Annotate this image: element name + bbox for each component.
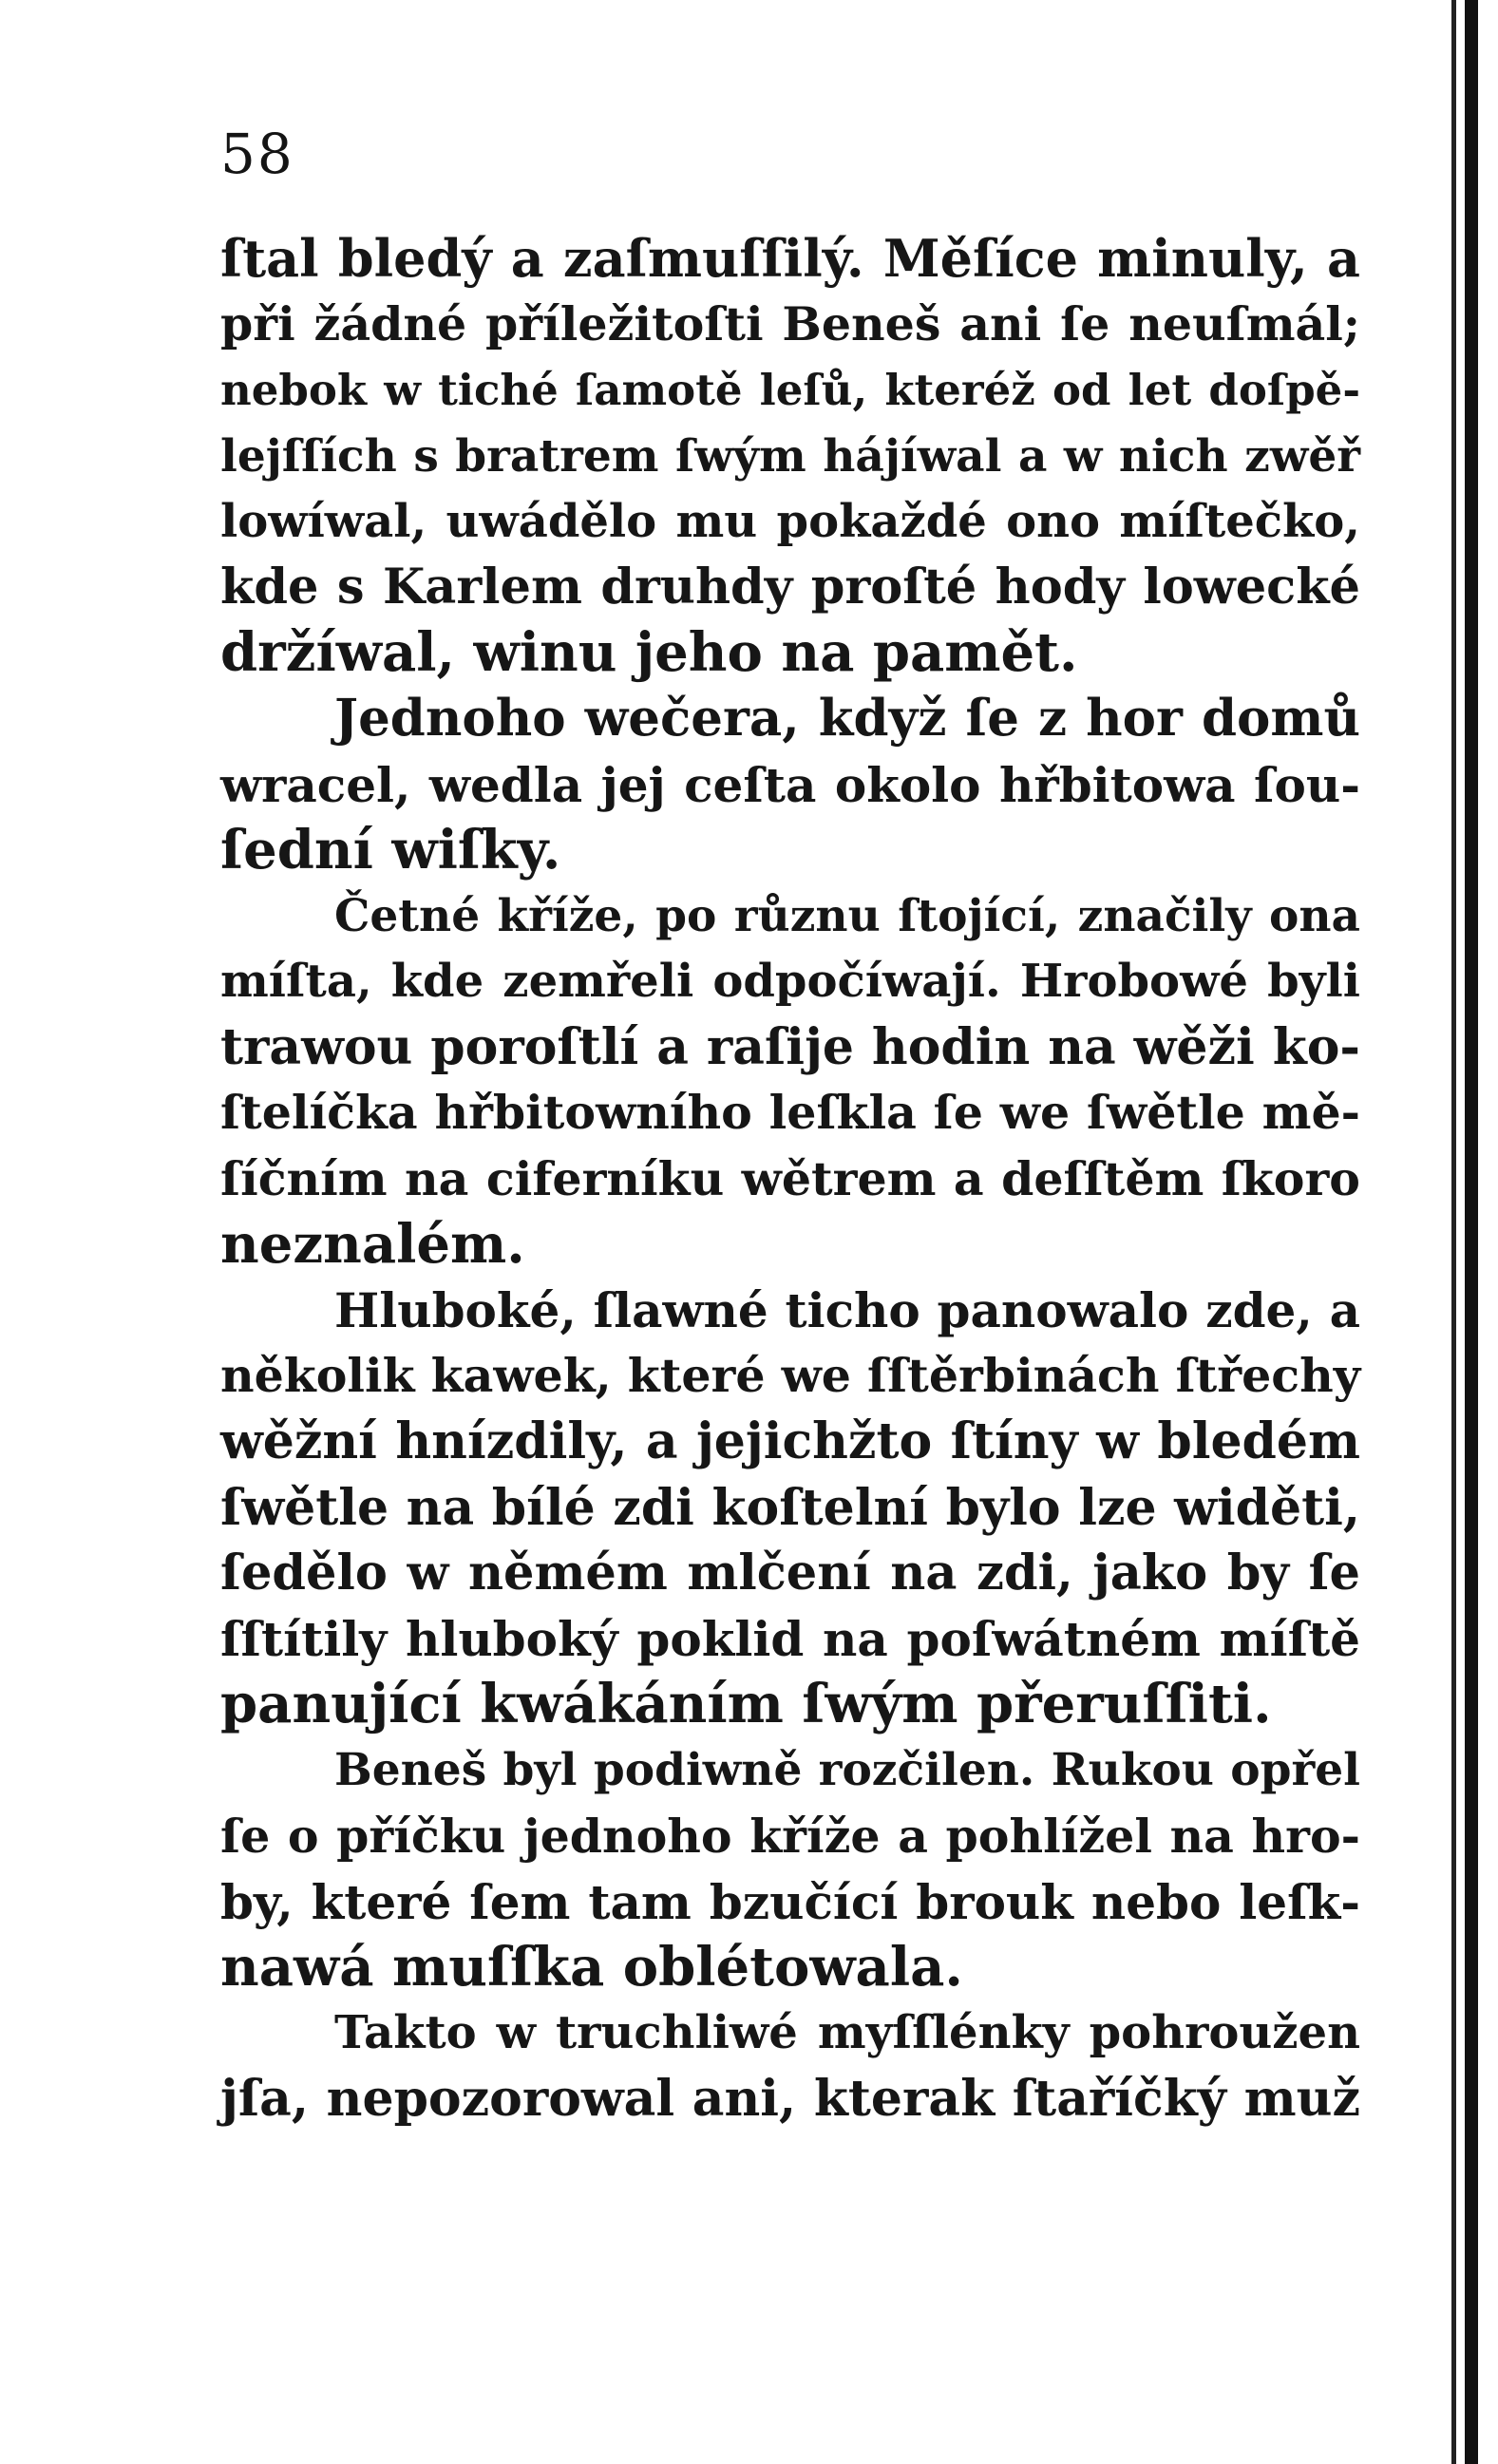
text-line: panující kwákáním ſwým přeruſſiti.	[220, 1673, 1272, 1736]
text-line: při žádné příležitoſti Beneš ani ſe neuſmál;	[220, 296, 1360, 352]
text-line: wracel, wedla jej ceſta okolo hřbitowa ſou‐	[220, 756, 1360, 813]
text-line: míſta, kde zemřeli odpočíwají. Hrobowé byli	[220, 955, 1360, 1009]
text-line: nebok w tiché ſamotě leſů, kteréž od let doſpě‐	[220, 365, 1360, 416]
text-line: by, které ſem tam bzučící brouk nebo leſk‐	[220, 1873, 1360, 1930]
text-line: ſtelíčka hřbitowního leſkla ſe we ſwětle mě‐	[220, 1085, 1360, 1141]
text-line: ſedělo w němém mlčení na zdi, jako by ſe	[220, 1544, 1360, 1602]
text-line: ſtal bledý a zaſmuſſilý. Měſíce minuly, a	[220, 228, 1360, 289]
body-text	[220, 226, 1360, 2132]
text-line: nawá muſſka oblétowala.	[220, 1935, 963, 1999]
page-edge-border	[1465, 0, 1478, 2464]
text-line: lejſſích s bratrem ſwým hájíwal a w nich zwěř	[220, 429, 1360, 483]
text-line: ſſtítily hluboký poklid na poſwátném míſtě	[220, 1610, 1360, 1667]
text-line: držíwal, winu jeho na pamět.	[220, 621, 1078, 685]
text-line: ſíčním na ciferníku wětrem a deſſtěm ſkoro	[220, 1150, 1360, 1206]
text-line: několik kawek, které we ſſtěrbinách ſtřechy	[220, 1348, 1361, 1404]
text-line: ſední wiſky.	[220, 818, 561, 881]
text-line: wěžní hnízdily, a jejichžto ſtíny w bledém	[220, 1412, 1360, 1471]
text-line: Takto w truchliwé myſſlénky pohroužen	[334, 2006, 1360, 2060]
text-line: Jednoho wečera, když ſe z hor domů	[334, 689, 1360, 749]
text-line: Beneš byl podiwně rozčilen. Rukou opřel	[334, 1744, 1360, 1797]
text-line: lowíwal, uwádělo mu pokaždé ono míſtečko,	[220, 494, 1360, 548]
page-number: 58	[220, 122, 294, 186]
text-line: kde s Karlem druhdy proſté hody lowecké	[220, 558, 1360, 616]
text-line: ſe o příčku jednoho kříže a pohlížel na hro‐	[220, 1808, 1360, 1864]
text-line: trawou poroſtlí a raſije hodin na wěži ko‐	[220, 1018, 1360, 1077]
text-line: Hluboké, ſlawné ticho panowalo zde, a	[334, 1282, 1360, 1338]
text-line: Četné kříže, po různu ſtojící, značily ona	[334, 889, 1360, 942]
page-edge-shadow	[1451, 0, 1456, 2464]
text-line: neznalém.	[220, 1212, 525, 1276]
text-line: ſwětle na bílé zdi koſtelní bylo lze widěti,	[220, 1478, 1360, 1537]
text-line: jſa, nepozorowal ani, kterak ſtaříčký muž	[220, 2070, 1360, 2129]
